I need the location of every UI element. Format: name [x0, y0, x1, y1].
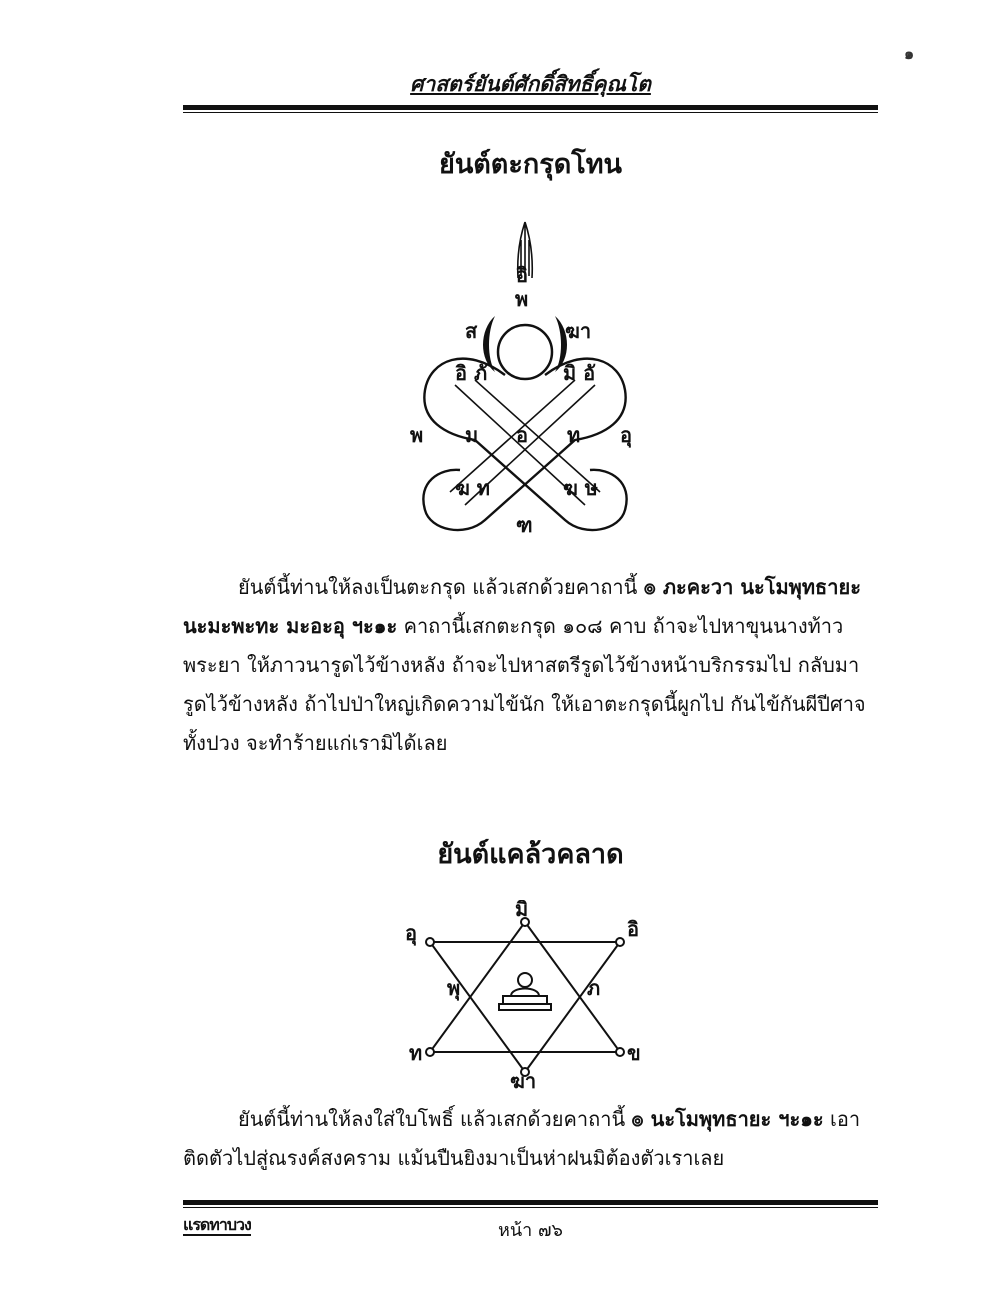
takrut-body: คาถานี้เสกตะกรุด ๑๐๘ คาบ ถ้าจะไปหาขุนนางท้าวพระยา ให้ภาวนารูดไว้ข้างหลัง ถ้าจะไปหาสตรีรูดไว้ข้างหน้าบริกรรมไป กลับมารูดไว้ข้างหลัง ถ้าไปป่าใหญ่เกิดความไข้นัก ให้เอาตะกรุดนี้ผูกไป กันไข้กันผีปีศาจทั้งปวง จะทำร้ายแก่เรามิได้เลย	[183, 614, 866, 755]
takrut-incantation: ๏ ภะคะวา นะโมพุทธายะ นะมะพะทะ มะอะอุ ฯะ๑ะ	[183, 575, 861, 638]
header-rule	[183, 105, 878, 110]
klaew-klad-yantra-diagram	[395, 900, 655, 1090]
takrut-yantra-diagram	[395, 220, 655, 550]
yantra-char-cell-center: อ	[516, 423, 529, 447]
yantra-char-lower-right: ฆ ษ	[563, 476, 598, 500]
yantra2-char-bottom-right: ข	[627, 1041, 641, 1065]
yantra-char-far-left: พ	[410, 423, 424, 447]
running-header: ศาสตร์ยันต์ศักดิ์สิทธิ์คุณโต	[410, 71, 651, 96]
section-title-takrut: ยันต์ตะกรุดโทน	[439, 149, 622, 180]
yantra2-char-bottom-left: ท	[409, 1041, 423, 1065]
klaew-klad-intro: ยันต์นี้ท่านให้ลงใส่ใบโพธิ์ แล้วเสกด้วยคาถานี้	[238, 1107, 632, 1131]
yantra2-char-right: ภ	[587, 976, 601, 1000]
yantra-char-upper-left: อิ ภั	[455, 361, 488, 385]
corner-mark: ๑	[904, 44, 915, 63]
footer-rule-thin	[183, 1207, 878, 1208]
yantra2-char-left: พุ	[447, 976, 461, 1000]
yantra2-char-top: มิ	[515, 900, 529, 921]
footer-rule	[183, 1200, 878, 1205]
yantra-char-upper-right: มิ อั	[563, 361, 596, 385]
klaew-klad-incantation: ๏ นะโมพุทธายะ ฯะ๑ะ	[631, 1107, 824, 1131]
yantra2-char-bottom: ฆา	[510, 1069, 537, 1090]
yantra-char-far-right: อุ	[620, 423, 633, 447]
yantra-circle	[498, 325, 552, 379]
yantra-char-right-mid: ฆา	[565, 319, 592, 343]
section-title-klaew-klad: ยันต์แคล้วคลาด	[437, 839, 624, 870]
yantra2-char-top-left: อุ	[405, 921, 418, 945]
yantra-char-bottom: ฑ	[516, 513, 533, 537]
yantra-char-under-top: พ	[515, 287, 529, 311]
page-number: หน้า ๗๖	[498, 1220, 563, 1241]
yantra-char-lower-left: ฆ ท	[455, 476, 490, 500]
publisher-logo: แรดทาบวง	[183, 1215, 251, 1234]
yantra-char-cell-left: ม	[465, 423, 479, 447]
yantra-char-top: อิ	[516, 263, 529, 287]
klaew-klad-body: เอาติดตัวไปสู่ณรงค์สงคราม แม้นปืนยิงมาเป็นห่าฝนมิต้องตัวเราเลย	[183, 1107, 861, 1170]
yantra2-char-top-right: อิ	[627, 917, 640, 941]
header-rule-thin	[183, 112, 878, 113]
klaew-klad-description	[183, 1100, 878, 1178]
takrut-intro: ยันต์นี้ท่านให้ลงเป็นตะกรุด แล้วเสกด้วยคาถานี้	[238, 575, 644, 599]
yantra-char-cell-right: ท	[567, 423, 581, 447]
yantra-char-left-mid: ส	[465, 319, 478, 343]
takrut-description	[183, 568, 878, 763]
buddha-symbol-icon	[499, 973, 551, 1010]
